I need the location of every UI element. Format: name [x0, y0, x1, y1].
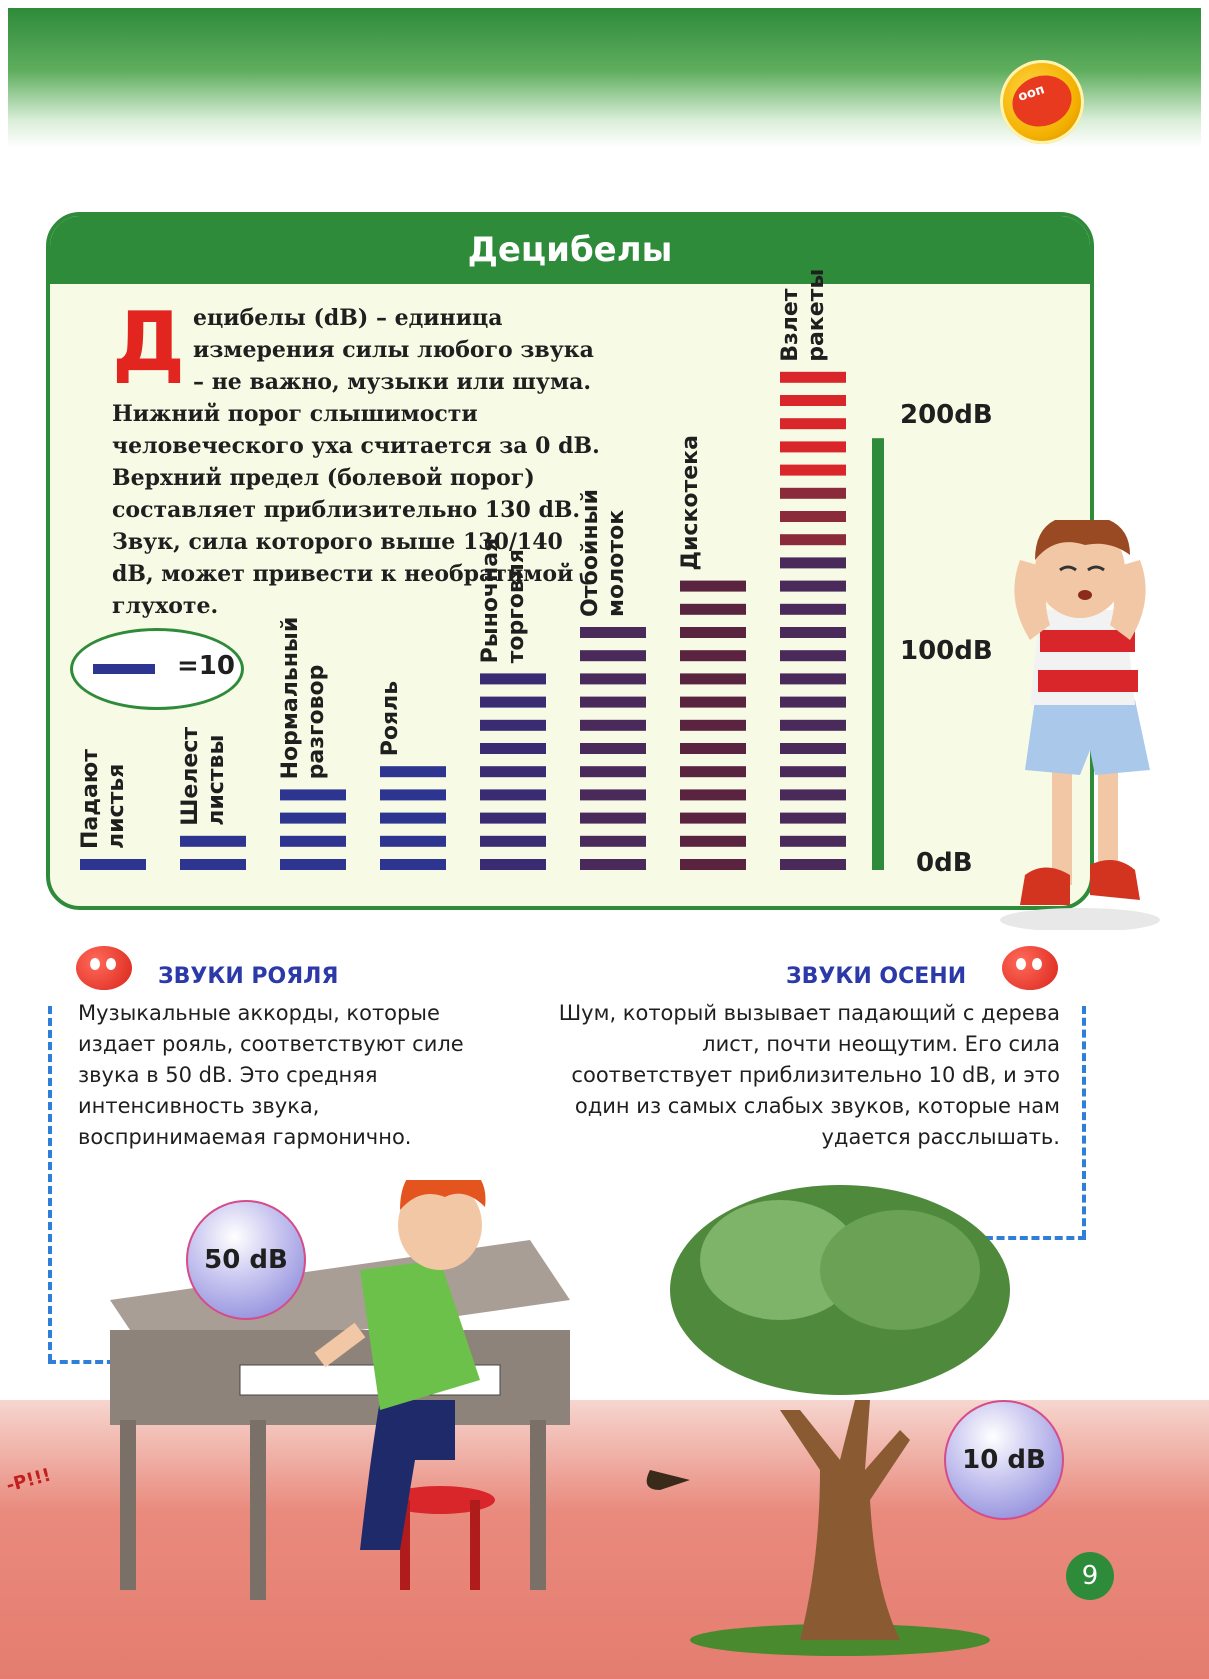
bar-segment	[580, 789, 646, 800]
bar-label-6: Дискотека	[678, 435, 703, 571]
bar-segment	[780, 581, 846, 592]
bar-segment	[780, 441, 846, 452]
chart-bar-4	[480, 673, 546, 870]
boy-covering-ears-illustration	[990, 520, 1170, 930]
bar-segment	[480, 789, 546, 800]
bar-segment	[680, 673, 746, 684]
bar-segment	[280, 859, 346, 870]
bar-label-5: Отбойныймолоток	[578, 489, 629, 617]
autumn-section-title: ЗВУКИ ОСЕНИ	[786, 964, 967, 989]
bar-segment	[480, 766, 546, 777]
bar-label-1: Шелестлиствы	[178, 726, 229, 826]
bar-label-7: Взлетракеты	[778, 268, 829, 362]
piano-callout-line-vertical	[48, 1006, 52, 1362]
intro-dropcap: Д	[112, 295, 186, 390]
bar-segment	[680, 743, 746, 754]
autumn-section-ball-icon	[1002, 946, 1058, 990]
bar-segment	[780, 743, 846, 754]
bar-segment	[780, 813, 846, 824]
chart-bar-3	[380, 766, 446, 870]
boy-playing-piano-illustration	[100, 1180, 600, 1600]
bar-segment	[780, 627, 846, 638]
y-label-100: 100dB	[900, 636, 993, 666]
autumn-callout-line-vertical	[1082, 1006, 1086, 1238]
bar-segment	[780, 650, 846, 661]
bar-segment	[780, 673, 846, 684]
bar-segment	[280, 836, 346, 847]
bar-segment	[480, 697, 546, 708]
bar-segment	[380, 766, 446, 777]
decibels-title: Децибелы	[50, 216, 1090, 284]
bar-segment	[780, 418, 846, 429]
bar-segment	[680, 836, 746, 847]
bar-segment	[280, 789, 346, 800]
chart-bar-1	[180, 836, 246, 870]
bar-segment	[580, 766, 646, 777]
logo-text: ооп	[1016, 82, 1047, 105]
bar-segment	[480, 720, 546, 731]
bar-segment	[780, 697, 846, 708]
bar-segment	[780, 836, 846, 847]
bar-segment	[680, 604, 746, 615]
bar-segment	[80, 859, 146, 870]
bar-segment	[780, 604, 846, 615]
bar-segment	[780, 720, 846, 731]
bar-segment	[380, 813, 446, 824]
bar-segment	[580, 813, 646, 824]
bar-segment	[680, 766, 746, 777]
bar-segment	[780, 372, 846, 383]
bar-segment	[580, 720, 646, 731]
page-number: 9	[1066, 1552, 1114, 1600]
bar-segment	[780, 488, 846, 499]
bar-segment	[380, 789, 446, 800]
bar-segment	[780, 465, 846, 476]
chart-bar-0	[80, 859, 146, 870]
chart-bar-7	[780, 372, 846, 870]
bar-segment	[780, 766, 846, 777]
bar-label-2: Нормальныйразговор	[278, 616, 329, 780]
bar-segment	[680, 789, 746, 800]
bar-segment	[280, 813, 346, 824]
bar-segment	[580, 697, 646, 708]
bar-segment	[780, 557, 846, 568]
bar-segment	[480, 673, 546, 684]
y-label-200: 200dB	[900, 400, 993, 430]
legend-label: =10	[177, 651, 235, 681]
autumn-decibel-badge: 10 dB	[944, 1400, 1064, 1520]
bar-segment	[780, 859, 846, 870]
bar-segment	[780, 534, 846, 545]
bar-segment	[680, 813, 746, 824]
bar-segment	[680, 859, 746, 870]
bar-label-3: Рояль	[378, 680, 403, 757]
bar-label-0: Падаютлистья	[78, 748, 129, 849]
bar-segment	[680, 650, 746, 661]
bar-segment	[480, 859, 546, 870]
bar-segment	[680, 627, 746, 638]
intro-text: ецибелы (dB) – единица измерения силы любого звука – не важно, музыки или шума. Нижний порог слышимости человеческого уха считается за 0 dB. Верхний предел (болевой порог) составляет приблизительно 130 dB. Звук, сила которого выше 130/140 dB, может привести к необратимой глухоте.	[112, 305, 600, 619]
bar-segment	[580, 743, 646, 754]
y-label-0: 0dB	[916, 848, 973, 878]
chart-bar-2	[280, 789, 346, 870]
piano-section-title: ЗВУКИ РОЯЛЯ	[158, 964, 339, 989]
bar-label-4: Рыночнаяторговля	[478, 537, 529, 664]
bar-segment	[780, 789, 846, 800]
bar-segment	[580, 836, 646, 847]
bar-segment	[180, 836, 246, 847]
bar-segment	[580, 859, 646, 870]
bar-segment	[580, 650, 646, 661]
bar-segment	[480, 743, 546, 754]
bar-segment	[180, 859, 246, 870]
bar-segment	[780, 395, 846, 406]
decibel-scale-bar	[872, 438, 884, 870]
chart-bar-6	[680, 581, 746, 870]
bar-segment	[680, 720, 746, 731]
piano-section-text: Музыкальные аккорды, которые издает рояль, соответствуют силе звука в 50 dB. Это средняя интенсивность звука, воспринимаемая гармонично.	[78, 1001, 464, 1149]
side-sound-text: -P!!!	[4, 1464, 54, 1497]
chart-bar-5	[580, 627, 646, 870]
bar-segment	[480, 813, 546, 824]
bar-segment	[680, 697, 746, 708]
bar-segment	[580, 627, 646, 638]
autumn-section-text: Шум, который вызывает падающий с дерева лист, почти неощутим. Его сила соответствует приблизительно 10 dB, и это один из самых слабых звуков, которые нам удается расслышать.	[558, 1001, 1060, 1149]
bar-segment	[580, 673, 646, 684]
bar-segment	[480, 836, 546, 847]
bar-segment	[780, 511, 846, 522]
bar-segment	[380, 859, 446, 870]
piano-section-ball-icon	[76, 946, 132, 990]
bar-segment	[380, 836, 446, 847]
piano-decibel-badge: 50 dB	[186, 1200, 306, 1320]
bar-segment	[680, 581, 746, 592]
